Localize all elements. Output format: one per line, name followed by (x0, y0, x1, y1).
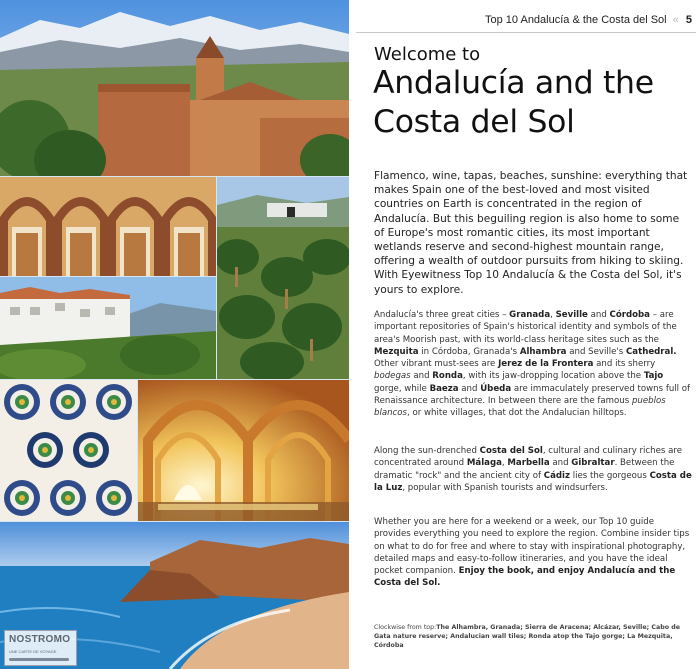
paragraph-1-run: and (587, 310, 610, 320)
photo-alhambra-granada (0, 0, 349, 176)
photo-caption (374, 623, 694, 650)
paragraph-1-run: in Córdoba, Granada's (418, 346, 520, 357)
paragraph-1-run: Other vibrant must-sees are (374, 359, 499, 370)
paragraph-2-run: , (501, 458, 508, 469)
paragraph-3-run: Whether you are here for a weekend or a week, our Top 10 guide provides everything you need to explore the region. Combine insider tips on what to do for free and where to stay with inspirational photography, detailed maps and easy-to-follow itineraries, and you have the ideal pocket companion. (374, 517, 690, 577)
paragraph-1-run: bodegas (374, 371, 411, 382)
kicker-heading: Welcome to (374, 44, 481, 65)
watermark-tagline: UNE CARTE DE VOYAGE (9, 649, 57, 654)
page-title: Andalucía and the Costa del Sol (373, 65, 654, 140)
running-header (350, 10, 696, 32)
paragraph-2-run: , cultural and culinary riches are concentrated around (374, 446, 682, 469)
paragraph-1-run: Jerez de la Frontera (498, 359, 594, 370)
photo-andalucian-wall-tiles (0, 380, 137, 521)
body-paragraph-cities (374, 309, 692, 420)
header-divider (356, 32, 696, 33)
paragraph-1-run: , (550, 310, 556, 320)
caption-run: Clockwise from top: (374, 624, 437, 631)
paragraph-2-run: Costa del Sol (479, 446, 543, 456)
body-paragraph-coast (374, 445, 692, 494)
paragraph-1-run: Andalucía's three great cities – (374, 310, 510, 320)
paragraph-1-run: , or white villages, that dot the Andalucian hilltops. (407, 408, 627, 419)
paragraph-1-run: and (458, 383, 481, 394)
caption-run: The Alhambra, Granada; Sierra de Aracena; Alcázar, Seville; Cabo de Gata nature reserve; Andalucian wall tiles; Ronda atop the Tajo gorge; La Mezquita, Córdoba (374, 624, 680, 649)
watermark-name: NOSTROMO (9, 634, 71, 645)
paragraph-2-run: , popular with Spanish tourists and windsurfers. (402, 482, 608, 493)
running-header-text (485, 14, 692, 26)
paragraph-1-run: Alhambra (519, 346, 567, 357)
paragraph-2-run: lies the gorgeous (569, 470, 650, 481)
paragraph-2-run: and (549, 458, 572, 469)
paragraph-1-run: and its sherry (593, 359, 656, 370)
paragraph-1-run: Tajo (643, 371, 664, 382)
paragraph-2-run: Costa de la Luz (374, 470, 692, 493)
paragraph-1-run: are immaculately preserved towns full of Renaissance architecture. In between there are the famous (374, 383, 691, 407)
paragraph-1-run: Úbeda (480, 383, 512, 394)
photo-ronda-tajo-gorge (0, 277, 216, 379)
photo-alcazar-seville (138, 380, 349, 521)
watermark-swoosh (9, 658, 69, 661)
paragraph-2-run: Gibraltar (571, 458, 615, 469)
chevrons-left-icon: « (672, 14, 679, 26)
paragraph-1-run: and Seville's (566, 346, 626, 357)
paragraph-2-run: Along the sun-drenched (374, 446, 480, 456)
paragraph-2-run: Málaga (466, 458, 502, 469)
paragraph-1-run: Córdoba (609, 310, 650, 320)
paragraph-2-run: Marbella (507, 458, 550, 469)
paragraph-1-run: gorge, while (374, 383, 430, 394)
photo-collage (0, 0, 349, 669)
paragraph-1-run: and (410, 371, 433, 382)
intro-paragraph: Flamenco, wine, tapas, beaches, sunshine: everything that makes Spain one of the best-loved and most visited countries on Earth is concentrated in the region of Andalucía. But this beguiling region is also home to some of Europe's most romantic cities, its most important wetlands reserve and second-highest mountain range, offering a wealth of outdoor pursuits from hiking to skiing. With Eyewitness Top 10 Andalucía & the Costa del Sol, it's yours to explore. (374, 170, 688, 296)
paragraph-1-run: pueblos blancos (374, 396, 666, 419)
paragraph-3-run: Enjoy the book, and enjoy Andalucía and the Costa del Sol. (374, 566, 676, 589)
watermark-logo (4, 630, 77, 666)
photo-mezquita-cordoba (0, 177, 216, 276)
text-page (350, 0, 700, 669)
paragraph-1-run: – are important repositories of Spain's historical identity and symbols of the area's Moorish past, with its world-class heritage sites such as the (374, 310, 677, 345)
paragraph-2-run: . Between the dramatic "rock" and the ancient city of (374, 458, 675, 481)
body-paragraph-guide (374, 516, 692, 590)
paragraph-1-run: Granada (509, 310, 551, 320)
paragraph-1-run: Ronda (432, 371, 463, 382)
running-title: Top 10 Andalucía & the Costa del Sol (485, 14, 667, 26)
paragraph-1-run: Seville (555, 310, 588, 320)
photo-sierra-de-aracena (217, 177, 349, 379)
paragraph-1-run: Baeza (429, 383, 459, 394)
page-number: 5 (685, 14, 692, 26)
paragraph-2-run: Cádiz (543, 470, 570, 481)
paragraph-1-run: Mezquita (374, 346, 419, 357)
paragraph-1-run: Cathedral. (625, 346, 677, 357)
paragraph-1-run: , with its jaw-dropping location above the (462, 371, 644, 382)
